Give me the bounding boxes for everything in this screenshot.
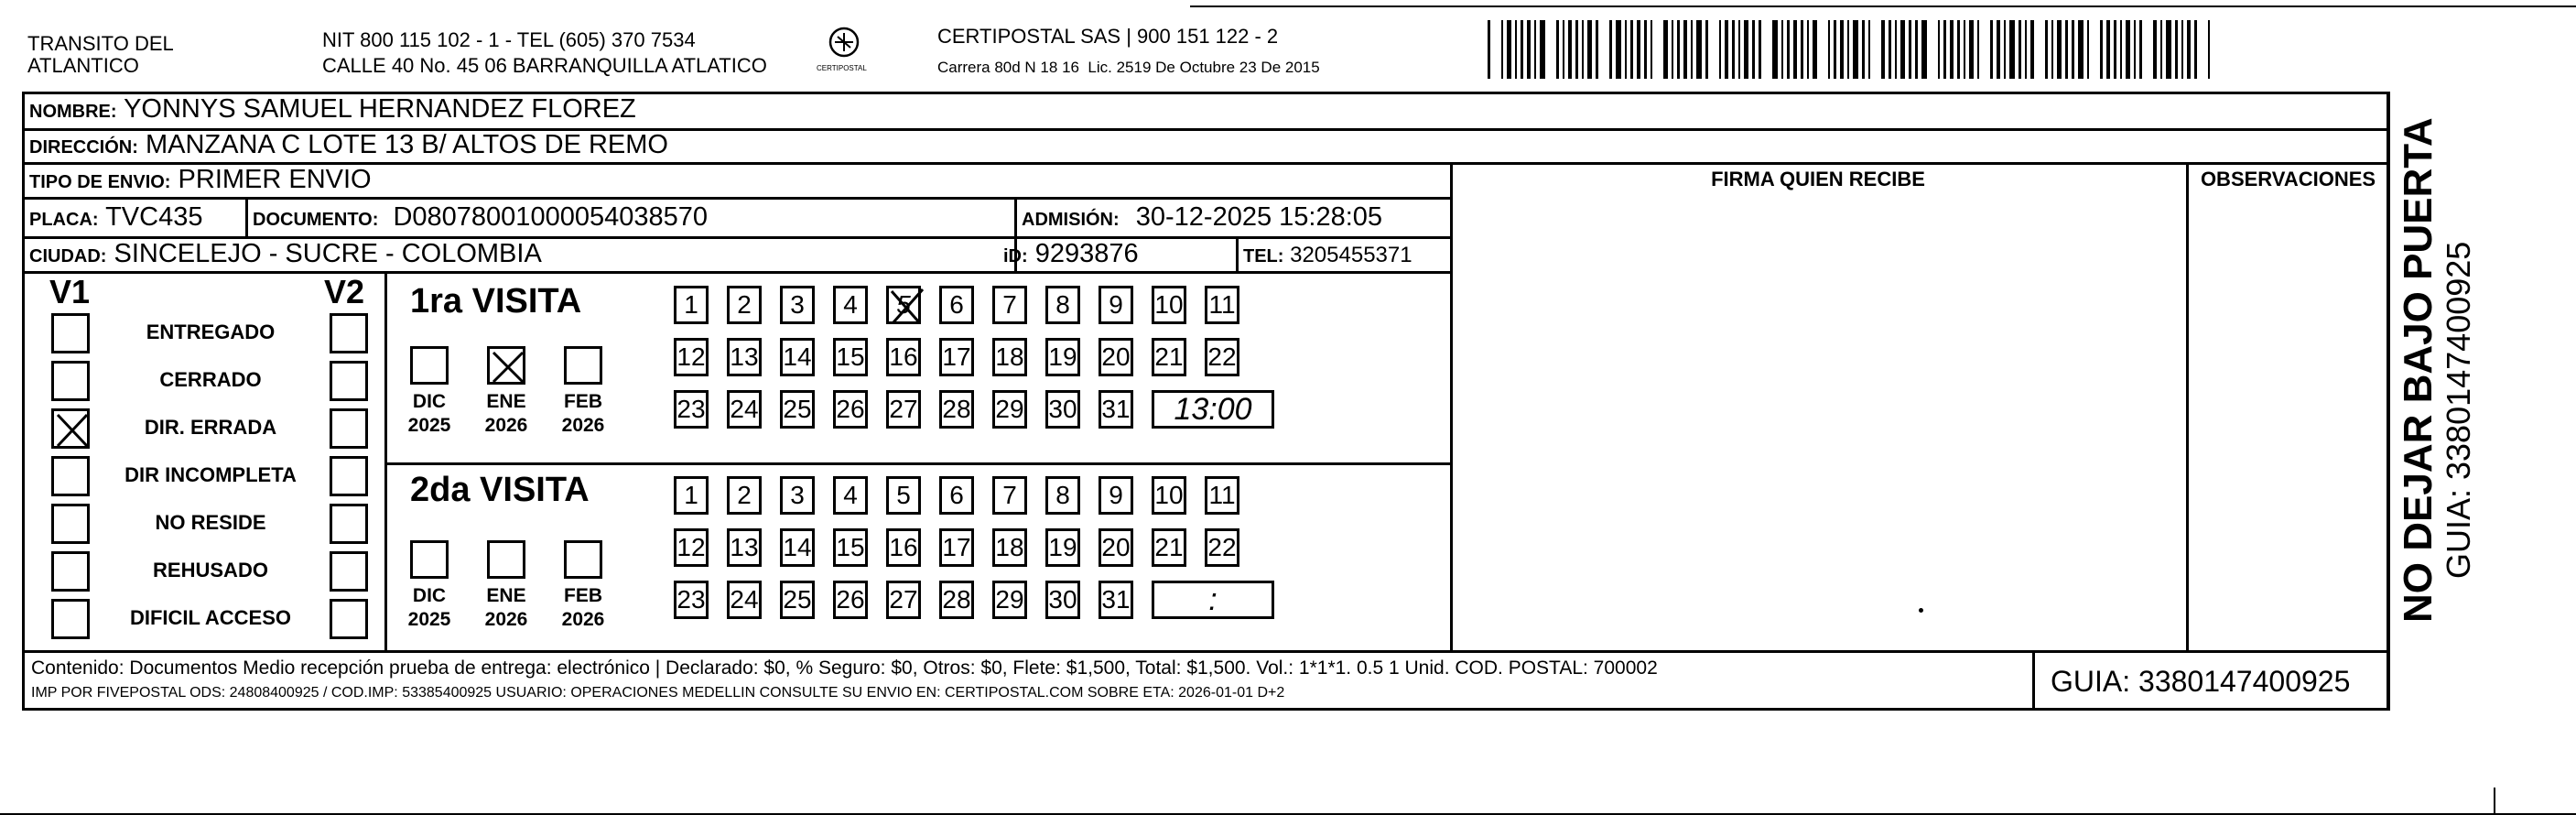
visit2-day-box[interactable]: 1 [674, 476, 709, 515]
shipping-value: PRIMER ENVIO [178, 165, 372, 194]
visit1-day-box[interactable]: 20 [1099, 338, 1133, 376]
visit1-day-box[interactable]: 28 [939, 390, 974, 429]
visit1-day-box[interactable]: 16 [886, 338, 921, 376]
visit2-title: 2da VISITA [410, 471, 590, 509]
name-row [29, 94, 636, 126]
visit1-day-box[interactable]: 6 [939, 286, 974, 324]
visit2-day-box[interactable]: 7 [992, 476, 1027, 515]
visit2-month-label: ENE [486, 585, 526, 606]
visit1-day-box[interactable]: 26 [833, 390, 868, 429]
shipping-row [29, 165, 372, 197]
name-label: NOMBRE: [29, 102, 117, 122]
plate-value: TVC435 [105, 202, 203, 232]
plate-label: PLACA: [29, 210, 99, 230]
status-option-label: DIR INCOMPLETA [124, 463, 297, 486]
visit1-time-box[interactable]: 13:00 [1152, 390, 1274, 429]
visit1-day-box[interactable]: 27 [886, 390, 921, 429]
visit2-day-box[interactable]: 14 [780, 528, 815, 567]
v2-checkbox[interactable] [330, 551, 368, 592]
admission-label: ADMISIÓN: [1022, 210, 1120, 230]
company-line: CERTIPOSTAL SAS | 900 151 122 - 2 [937, 25, 1279, 48]
status-option-label: DIFICIL ACCESO [129, 606, 291, 629]
v1-checkbox[interactable] [51, 313, 90, 353]
side-guia-text: GUIA: 3380147400925 [2440, 241, 2477, 579]
visit2-day-box[interactable]: 26 [833, 581, 868, 619]
visit1-day-box[interactable]: 7 [992, 286, 1027, 324]
visit1-day-box[interactable]: 2 [727, 286, 762, 324]
visit2-day-box[interactable]: 23 [674, 581, 709, 619]
v1-label: V1 [49, 273, 91, 310]
visit1-month-checkbox[interactable] [487, 346, 525, 385]
observaciones-label: OBSERVACIONES [2200, 168, 2376, 190]
v2-label: V2 [324, 273, 365, 310]
visit1-month-year: 2025 [407, 415, 451, 436]
visit2-day-box[interactable]: 8 [1045, 476, 1080, 515]
tel-cell [1243, 241, 1412, 271]
visit2-month-checkbox[interactable] [564, 540, 602, 579]
v2-checkbox[interactable] [330, 504, 368, 544]
id-value: 9293876 [1034, 239, 1139, 268]
visit1-day-box[interactable]: 10 [1152, 286, 1186, 324]
id-label: iD: [1003, 246, 1028, 266]
status-option-label: DIR. ERRADA [144, 416, 277, 439]
city-label: CIUDAD: [29, 246, 107, 266]
visit1-day-box[interactable]: 3 [780, 286, 815, 324]
no-dejar-text: NO DEJAR BAJO PUERTA [2396, 117, 2441, 623]
v1-checkbox[interactable] [51, 551, 90, 592]
sender-line-2: ATLANTICO [27, 54, 139, 77]
visit2-day-box[interactable]: 12 [674, 528, 709, 567]
v2-checkbox[interactable] [330, 361, 368, 401]
v1-checkbox[interactable] [51, 408, 90, 449]
address-label: DIRECCIÓN: [29, 137, 138, 158]
signature-mark [1919, 608, 1923, 613]
v1-checkbox[interactable] [51, 456, 90, 496]
visit2-day-box[interactable]: 3 [780, 476, 815, 515]
visit2-month-year: 2026 [561, 609, 605, 630]
visit1-month-checkbox[interactable] [564, 346, 602, 385]
visit2-day-box[interactable]: 18 [992, 528, 1027, 567]
tel-label: TEL: [1243, 246, 1284, 266]
plate-cell [29, 202, 202, 234]
visit2-day-box[interactable]: 27 [886, 581, 921, 619]
sender-line-1: TRANSITO DEL [27, 32, 174, 55]
visit1-day-box[interactable]: 1 [674, 286, 709, 324]
visit2-day-box[interactable]: 21 [1152, 528, 1186, 567]
visit2-day-box[interactable]: 4 [833, 476, 868, 515]
visit2-day-box[interactable]: 11 [1205, 476, 1239, 515]
imp-line: IMP POR FIVEPOSTAL ODS: 24808400925 / COD.IMP: 53385400925 USUARIO: OPERACIONES MEDELLIN CONSULTE SU ENVIO EN: CERTIPOSTAL.COM SOBRE ETA: 2026-01-01 D+2 [31, 685, 1285, 701]
visit1-title: 1ra VISITA [410, 282, 582, 321]
visit1-day-box[interactable]: 12 [674, 338, 709, 376]
status-option-label: NO RESIDE [155, 511, 266, 534]
visit1-day-box[interactable]: 18 [992, 338, 1027, 376]
visit2-month-year: 2025 [407, 609, 451, 630]
visit2-day-box[interactable]: 2 [727, 476, 762, 515]
status-option-label: ENTREGADO [146, 321, 276, 343]
visit1-day-box[interactable]: 24 [727, 390, 762, 429]
document-value: D08078001000054038570 [393, 202, 708, 232]
visit1-day-box[interactable]: 17 [939, 338, 974, 376]
visit1-day-box[interactable]: 19 [1045, 338, 1080, 376]
visit2-day-box[interactable]: 25 [780, 581, 815, 619]
visit1-day-box[interactable]: 8 [1045, 286, 1080, 324]
visit2-day-box[interactable]: 13 [727, 528, 762, 567]
visit2-day-box[interactable]: 19 [1045, 528, 1080, 567]
visit1-month-year: 2026 [484, 415, 528, 436]
visit1-day-box[interactable]: 4 [833, 286, 868, 324]
certipostal-logo [817, 26, 867, 84]
v2-checkbox[interactable] [330, 408, 368, 449]
visit1-day-box[interactable]: 11 [1205, 286, 1239, 324]
id-cell [1003, 239, 1139, 271]
content-line: Contenido: Documentos Medio recepción prueba de entrega: electrónico | Declarado: $0, % Seguro: $0, Otros: $0, Flete: $1,500, Total: $1,500. Vol.: 1*1*1. 0.5 1 Unid. COD. POSTAL: 700002 [31, 657, 1658, 679]
visit1-day-box[interactable]: 9 [1099, 286, 1133, 324]
address-line: CALLE 40 No. 45 06 BARRANQUILLA ATLATICO [322, 54, 767, 77]
visit2-day-box[interactable]: 22 [1205, 528, 1239, 567]
v2-checkbox[interactable] [330, 313, 368, 353]
visit2-month-checkbox[interactable] [487, 540, 525, 579]
visit2-day-box[interactable]: 20 [1099, 528, 1133, 567]
visit1-month-year: 2026 [561, 415, 605, 436]
v2-checkbox[interactable] [330, 456, 368, 496]
visit2-day-box[interactable]: 6 [939, 476, 974, 515]
footer-guia: GUIA: 3380147400925 [2051, 665, 2351, 698]
city-cell [29, 239, 542, 271]
visit1-day-box[interactable]: 13 [727, 338, 762, 376]
visit1-month-label: FEB [564, 391, 602, 412]
side-text [2397, 110, 2497, 623]
visit1-day-box[interactable]: 23 [674, 390, 709, 429]
tel-value: 3205455371 [1290, 243, 1412, 267]
city-value: SINCELEJO - SUCRE - COLOMBIA [114, 239, 542, 268]
visit2-day-box[interactable]: 15 [833, 528, 868, 567]
visit2-day-box[interactable]: 24 [727, 581, 762, 619]
logo-text: CERTIPOSTAL [817, 64, 867, 72]
status-option-label: REHUSADO [153, 559, 268, 581]
admission-cell [1022, 202, 1382, 234]
visit1-day-box[interactable]: 22 [1205, 338, 1239, 376]
visit1-day-box[interactable]: 30 [1045, 390, 1080, 429]
address-value: MANZANA C LOTE 13 B/ ALTOS DE REMO [145, 130, 668, 159]
v1-checkbox[interactable] [51, 504, 90, 544]
v1-checkbox[interactable] [51, 361, 90, 401]
visit2-month-year: 2026 [484, 609, 528, 630]
visit1-day-box[interactable]: 31 [1099, 390, 1133, 429]
license-line: Carrera 80d N 18 16 Lic. 2519 De Octubre 23 De 2015 [937, 59, 1320, 76]
firma-label: FIRMA QUIEN RECIBE [1711, 168, 1925, 190]
name-value: YONNYS SAMUEL HERNANDEZ FLOREZ [124, 94, 636, 124]
visit1-month-label: ENE [486, 391, 526, 412]
visit1-day-box[interactable]: 25 [780, 390, 815, 429]
visit1-day-box[interactable]: 29 [992, 390, 1027, 429]
visit2-month-checkbox[interactable] [410, 540, 449, 579]
status-option-label: CERRADO [159, 368, 262, 391]
document-label: DOCUMENTO: [253, 210, 379, 230]
visit1-month-label: DIC [412, 391, 447, 412]
nit-line: NIT 800 115 102 - 1 - TEL (605) 370 7534 [322, 28, 696, 51]
visit1-day-box[interactable]: 5 [886, 286, 921, 324]
address-row [29, 130, 668, 162]
visit2-day-box[interactable]: 30 [1045, 581, 1080, 619]
visit2-day-box[interactable]: 16 [886, 528, 921, 567]
v2-checkbox[interactable] [330, 599, 368, 639]
barcode [1488, 20, 2211, 79]
visit2-time-box[interactable]: : [1152, 581, 1274, 619]
visit2-day-box[interactable]: 28 [939, 581, 974, 619]
visit2-day-box[interactable]: 17 [939, 528, 974, 567]
visit2-month-label: DIC [412, 585, 447, 606]
visit2-day-box[interactable]: 31 [1099, 581, 1133, 619]
shipping-label: TIPO DE ENVIO: [29, 172, 171, 192]
document-cell [253, 202, 708, 234]
visit1-day-box[interactable]: 14 [780, 338, 815, 376]
visit1-day-box[interactable]: 15 [833, 338, 868, 376]
visit2-day-box[interactable]: 9 [1099, 476, 1133, 515]
visit1-month-checkbox[interactable] [410, 346, 449, 385]
visit2-day-box[interactable]: 29 [992, 581, 1027, 619]
visit1-day-box[interactable]: 21 [1152, 338, 1186, 376]
visit2-month-label: FEB [564, 585, 602, 606]
visit2-day-box[interactable]: 10 [1152, 476, 1186, 515]
admission-value: 30-12-2025 15:28:05 [1135, 202, 1383, 232]
visit2-day-box[interactable]: 5 [886, 476, 921, 515]
v1-checkbox[interactable] [51, 599, 90, 639]
